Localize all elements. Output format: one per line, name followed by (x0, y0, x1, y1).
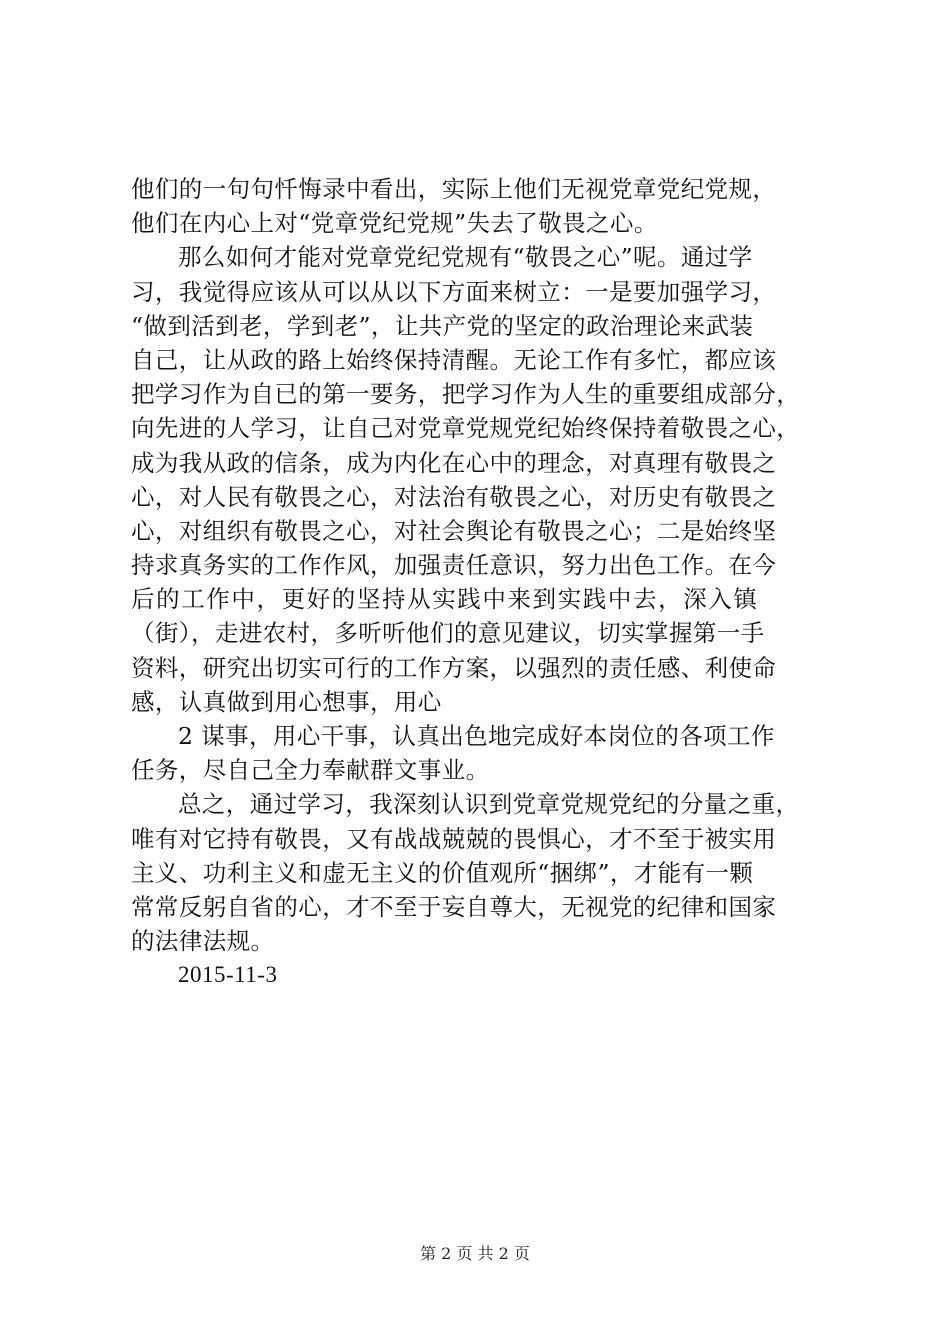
text-line: 任务，尽自己全力奉献群文事业。 (131, 756, 490, 785)
page-footer (0, 1244, 950, 1264)
text-line: 心，对组织有敬畏之心，对社会舆论有敬畏之心；二是始终坚 (131, 516, 777, 545)
text-line: “做到活到老，学到老”，让共产党的坚定的政治理论来武装 (131, 311, 754, 340)
text-line: 把学习作为自已的第一要务，把学习作为人生的重要组成部分， (131, 380, 801, 409)
text-line: 后的工作中，更好的坚持从实践中来到实践中去，深入镇 (131, 585, 759, 614)
document-date: 2015-11-3 (178, 962, 278, 988)
document-body (131, 172, 851, 993)
text-line: 主义、功利主义和虚无主义的价值观所“捆绑”，才能有一颗 (131, 858, 754, 887)
text-line: （街），走进农村，多听听他们的意见建议，切实掌握第一手 (131, 619, 765, 648)
text-line: 常常反躬自省的心，才不至于妄自尊大，无视党的纪律和国家 (131, 892, 777, 921)
text-line: 感，认真做到用心想事，用心 (131, 687, 442, 716)
text-line: 唯有对它持有敬畏，又有战战兢兢的畏惧心，才不至于被实用 (131, 824, 777, 853)
page-number: 第 2 页 共 2 页 (420, 1244, 530, 1263)
text-line: 他们在内心上对“党章党纪党规”失去了敬畏之心。 (131, 209, 658, 238)
text-line: 向先进的人学习，让自己对党章党规党纪始终保持着敬畏之心， (131, 414, 801, 443)
text-line: 他们的一句句忏悔录中看出，实际上他们无视党章党纪党规， (131, 175, 777, 203)
text-line: 成为我从政的信条，成为内化在心中的理念，对真理有敬畏之 (131, 448, 777, 477)
text-line: 自己，让从政的路上始终保持清醒。无论工作有多忙，都应该 (131, 345, 777, 374)
text-line: 资料，研究出切实可行的工作方案，以强烈的责任感、利使命 (131, 653, 777, 682)
text-line: 习，我觉得应该从可以从以下方面来树立：一是要加强学习， (131, 277, 777, 306)
text-line: 心，对人民有敬畏之心，对法治有敬畏之心，对历史有敬畏之 (131, 482, 777, 511)
paragraph-start-line: 那么如何才能对党章党纪党规有“敬畏之心”呢。通过学 (178, 243, 753, 272)
text-line: 的法律法规。 (131, 927, 275, 956)
paragraph-start-line: 2 谋事，用心干事，认真出色地完成好本岗位的各项工作 (178, 722, 775, 750)
paragraph-start-line: 总之，通过学习，我深刻认识到党章党规党纪的分量之重， (178, 790, 800, 819)
text-line: 持求真务实的工作作风，加强责任意识，努力出色工作。在今 (131, 551, 777, 580)
